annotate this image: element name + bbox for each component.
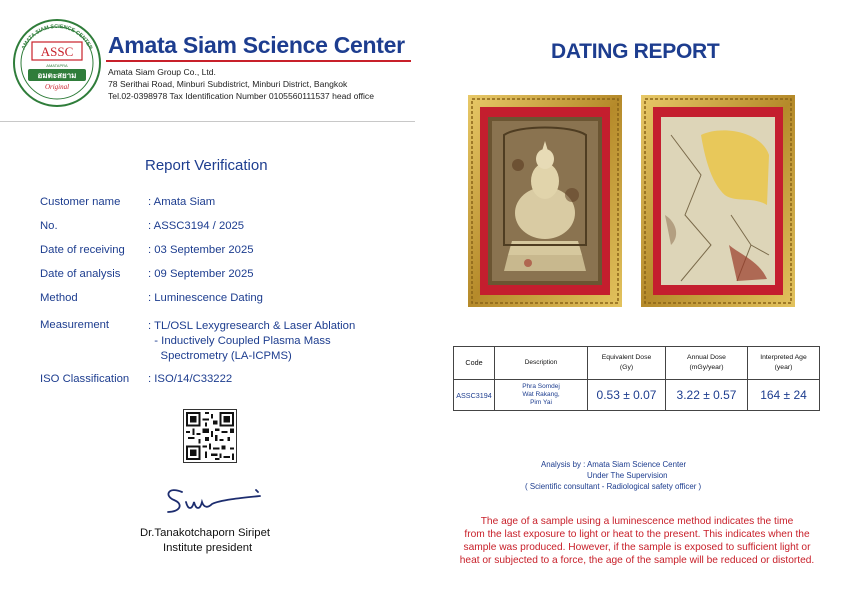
disclaimer-line: heat or subjected to a force, the age of the sample will be reduced or distorted. xyxy=(459,555,815,566)
header-description: Description xyxy=(495,347,588,380)
organization-contact: Tel.02-0398978 Tax Identification Number 0105560111537 head office xyxy=(108,91,374,101)
cell-annual-dose: 3.22 ± 0.57 xyxy=(666,380,748,411)
organization-name: Amata Siam Science Center xyxy=(108,32,405,58)
group-name: Amata Siam Group Co., Ltd. xyxy=(108,67,216,77)
date-receiving-value: : 03 September 2025 xyxy=(148,244,254,256)
disclaimer-line: from the last exposure to light or heat to the present. This indicates when the xyxy=(464,529,810,540)
header-divider xyxy=(0,121,415,122)
measurement-line: - Inductively Coupled Plasma Mass xyxy=(148,335,331,347)
disclaimer-line: sample was produced. However, if the sample is exposed to sufficient light or xyxy=(463,542,811,553)
header-interpreted-age: Interpreted Age (year) xyxy=(748,347,820,380)
customer-name-value: : Amata Siam xyxy=(148,196,216,208)
date-analysis-value: : 09 September 2025 xyxy=(148,268,254,280)
analysis-supervision: Under The Supervision xyxy=(587,471,668,480)
signer-title: Institute president xyxy=(163,542,253,554)
method-value: : Luminescence Dating xyxy=(148,292,263,304)
logo-original-text: Original xyxy=(44,83,70,91)
age-disclaimer xyxy=(450,515,824,567)
iso-label: ISO Classification xyxy=(40,373,130,385)
amulet-back-photo xyxy=(641,95,795,307)
cell-equivalent-dose: 0.53 ± 0.07 xyxy=(588,380,666,411)
measurement-line: Spectrometry (LA-ICPMS) xyxy=(148,350,292,362)
measurement-label: Measurement xyxy=(40,319,110,331)
table-row xyxy=(454,380,820,411)
results-table xyxy=(453,346,820,411)
header-code: Code xyxy=(454,347,495,380)
analysis-by: Analysis by : Amata Siam Science Center xyxy=(541,460,687,469)
verification-title: Report Verification xyxy=(145,157,268,174)
assc-logo xyxy=(12,18,102,108)
measurement-value xyxy=(148,319,355,364)
logo-small-text: AMATAPRA xyxy=(46,63,68,68)
date-receiving-label: Date of receiving xyxy=(40,244,125,256)
logo-thai-text: อมตะสยาม xyxy=(37,71,77,80)
method-label: Method xyxy=(40,292,78,304)
amulet-front-photo xyxy=(468,95,622,307)
report-number-label: No. xyxy=(40,220,58,232)
report-number-value: : ASSC3194 / 2025 xyxy=(148,220,245,232)
customer-name-label: Customer name xyxy=(40,196,121,208)
report-title: DATING REPORT xyxy=(551,40,720,63)
signature xyxy=(160,482,265,520)
organization-address: 78 Serithai Road, Minburi Subdistrict, Minburi District, Bangkok xyxy=(108,79,348,89)
table-header-row xyxy=(454,347,820,380)
cell-code: ASSC3194 xyxy=(454,380,495,411)
logo-ring-text: AMATA SIAM SCIENCE CENTER xyxy=(20,23,94,51)
qr-code[interactable] xyxy=(183,409,237,463)
date-analysis-label: Date of analysis xyxy=(40,268,121,280)
logo-text: ASSC xyxy=(40,44,74,59)
header-annual-dose: Annual Dose (mGy/year) xyxy=(666,347,748,380)
analysis-consultant: ( Scientific consultant - Radiological safety officer ) xyxy=(525,482,702,491)
cell-interpreted-age: 164 ± 24 xyxy=(748,380,820,411)
measurement-line: : TL/OSL Lexygresearch & Laser Ablation xyxy=(148,320,356,332)
signer-name: Dr.Tanakotchaporn Siripet xyxy=(140,527,270,539)
header-red-rule xyxy=(106,60,411,62)
header-equivalent-dose: Equivalent Dose (Gy) xyxy=(588,347,666,380)
disclaimer-line: The age of a sample using a luminescence method indicates the time xyxy=(480,516,794,527)
iso-value: : ISO/14/C33222 xyxy=(148,373,233,385)
cell-description: Phra Somdej Wat Rakang, Pim Yai xyxy=(495,380,588,411)
